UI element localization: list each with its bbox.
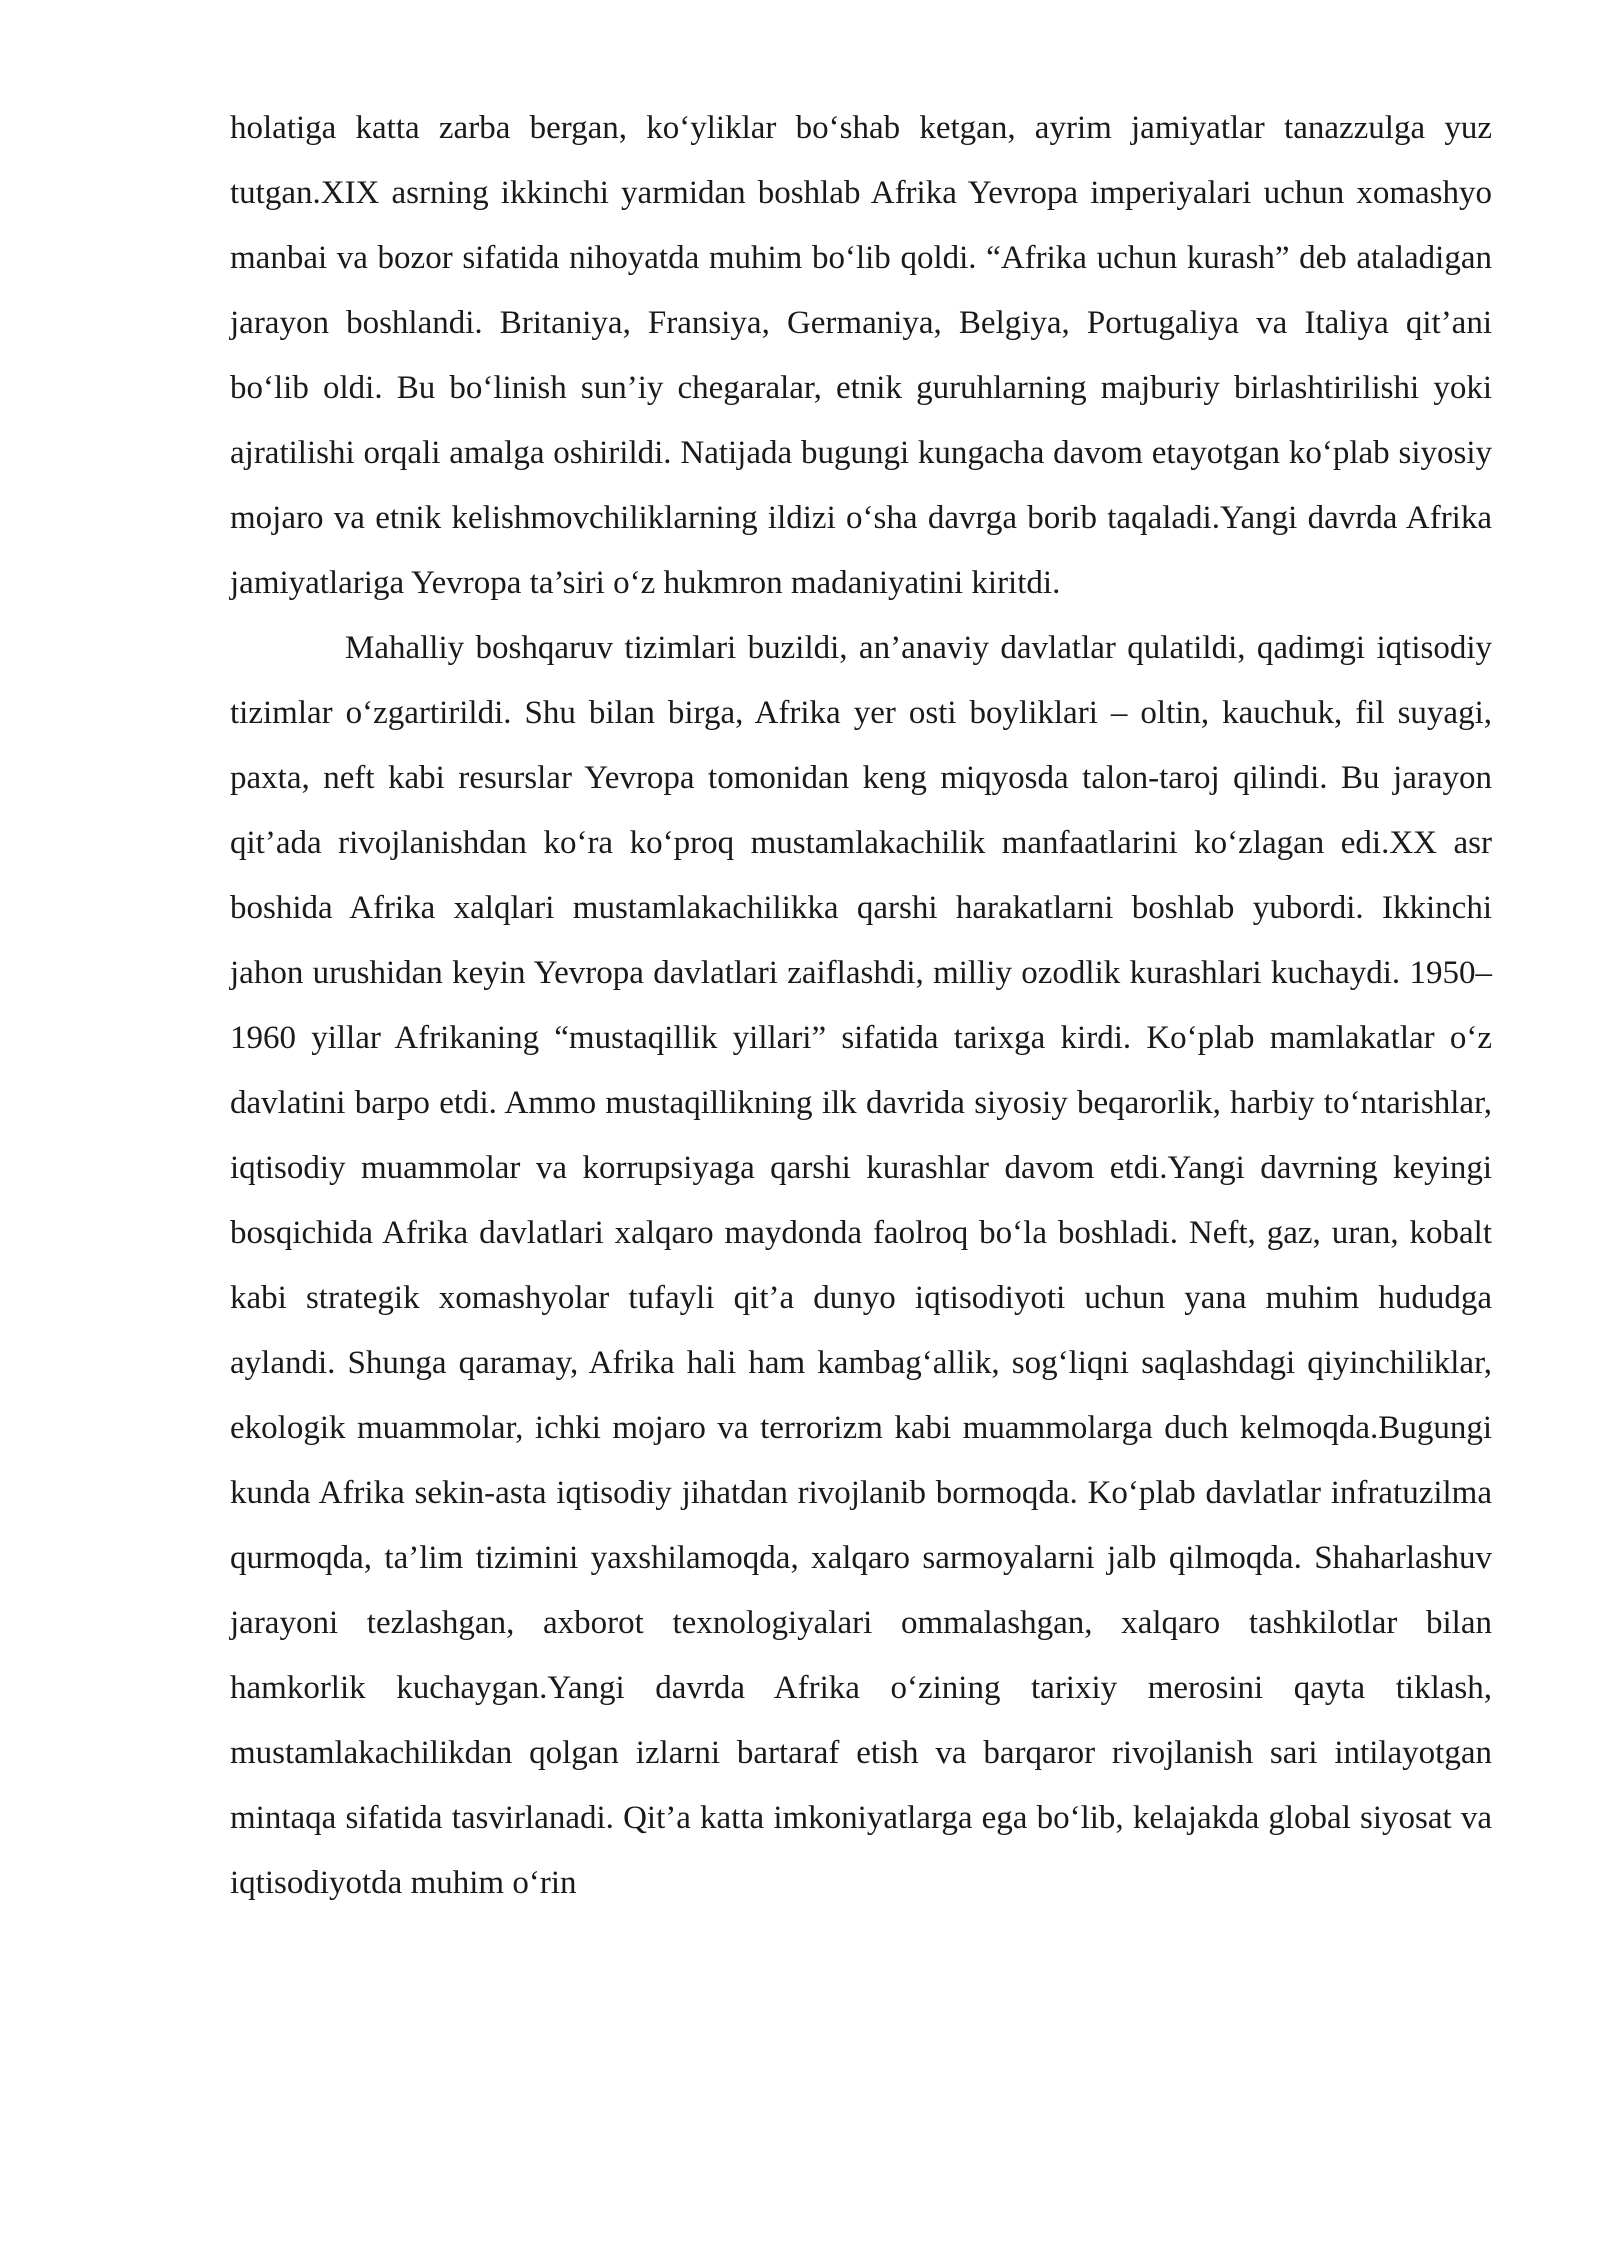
paragraph: Mahalliy boshqaruv tizimlari buzildi, an’anaviy davlatlar qulatildi, qadimgi iqtisodiy tizimlar o‘zgartirildi. Shu bilan birga, Afrika yer osti boyliklari – oltin, kauchuk, fil suyagi, paxta, neft kabi resurslar Yevropa tomonidan keng miqyosda talon-taroj qilindi. Bu jarayon qit’ada rivojlanishdan ko‘ra ko‘proq mustamlakachilik manfaatlarini ko‘zlagan edi.XX asr boshida Afrika xalqlari mustamlakachilikka qarshi harakatlarni boshlab yubordi. Ikkinchi jahon urushidan keyin Yevropa davlatlari zaiflashdi, milliy ozodlik kurashlari kuchaydi. 1950–1960 yillar Afrikaning “mustaqillik yillari” sifatida tarixga kirdi. Ko‘plab mamlakatlar o‘z davlatini barpo etdi. Ammo mustaqillikning ilk davrida siyosiy beqarorlik, harbiy to‘ntarishlar, iqtisodiy muammolar va korrupsiyaga qarshi kurashlar davom etdi.Yangi davrning keyingi bosqichida Afrika davlatlari xalqaro maydonda faolroq bo‘la boshladi. Neft, gaz, uran, kobalt kabi strategik xomashyolar tufayli qit’a dunyo iqtisodiyoti uchun yana muhim hududga aylandi. Shunga qaramay, Afrika hali ham kambag‘allik, sog‘liqni saqlashdagi qiyinchiliklar, ekologik muammolar, ichki mojaro va terrorizm kabi muammolarga duch kelmoqda.Bugungi kunda Afrika sekin-asta iqtisodiy jihatdan rivojlanib bormoqda. Ko‘plab davlatlar infratuzilma qurmoqda, ta’lim tizimini yaxshilamoqda, xalqaro sarmoyalarni jalb qilmoqda. Shaharlashuv jarayoni tezlashgan, axborot texnologiyalari ommalashgan, xalqaro tashkilotlar bilan hamkorlik kuchaygan.Yangi davrda Afrika o‘zining tarixiy merosini qayta tiklash, mustamlakachilikdan qolgan izlarni bartaraf etish va barqaror rivojlanish sari intilayotgan mintaqa sifatida tasvirlanadi. Qit’a katta imkoniyatlarga ega bo‘lib, kelajakda global siyosat va iqtisodiyotda muhim o‘rin	[230, 630, 1492, 1901]
body-text	[230, 96, 1492, 1916]
paragraph-continued: holatiga katta zarba bergan, ko‘yliklar bo‘shab ketgan, ayrim jamiyatlar tanazzulga yuz tutgan.XIX asrning ikkinchi yarmidan boshlab Afrika Yevropa imperiyalari uchun xomashyo manbai va bozor sifatida nihoyatda muhim bo‘lib qoldi. “Afrika uchun kurash” deb ataladigan jarayon boshlandi. Britaniya, Fransiya, Germaniya, Belgiya, Portugaliya va Italiya qit’ani bo‘lib oldi. Bu bo‘linish sun’iy chegaralar, etnik guruhlarning majburiy birlashtirilishi yoki ajratilishi orqali amalga oshirildi. Natijada bugungi kungacha davom etayotgan ko‘plab siyosiy mojaro va etnik kelishmovchiliklarning ildizi o‘sha davrga borib taqaladi.Yangi davrda Afrika jamiyatlariga Yevropa ta’siri o‘z hukmron madaniyatini kiritdi.	[230, 110, 1492, 601]
